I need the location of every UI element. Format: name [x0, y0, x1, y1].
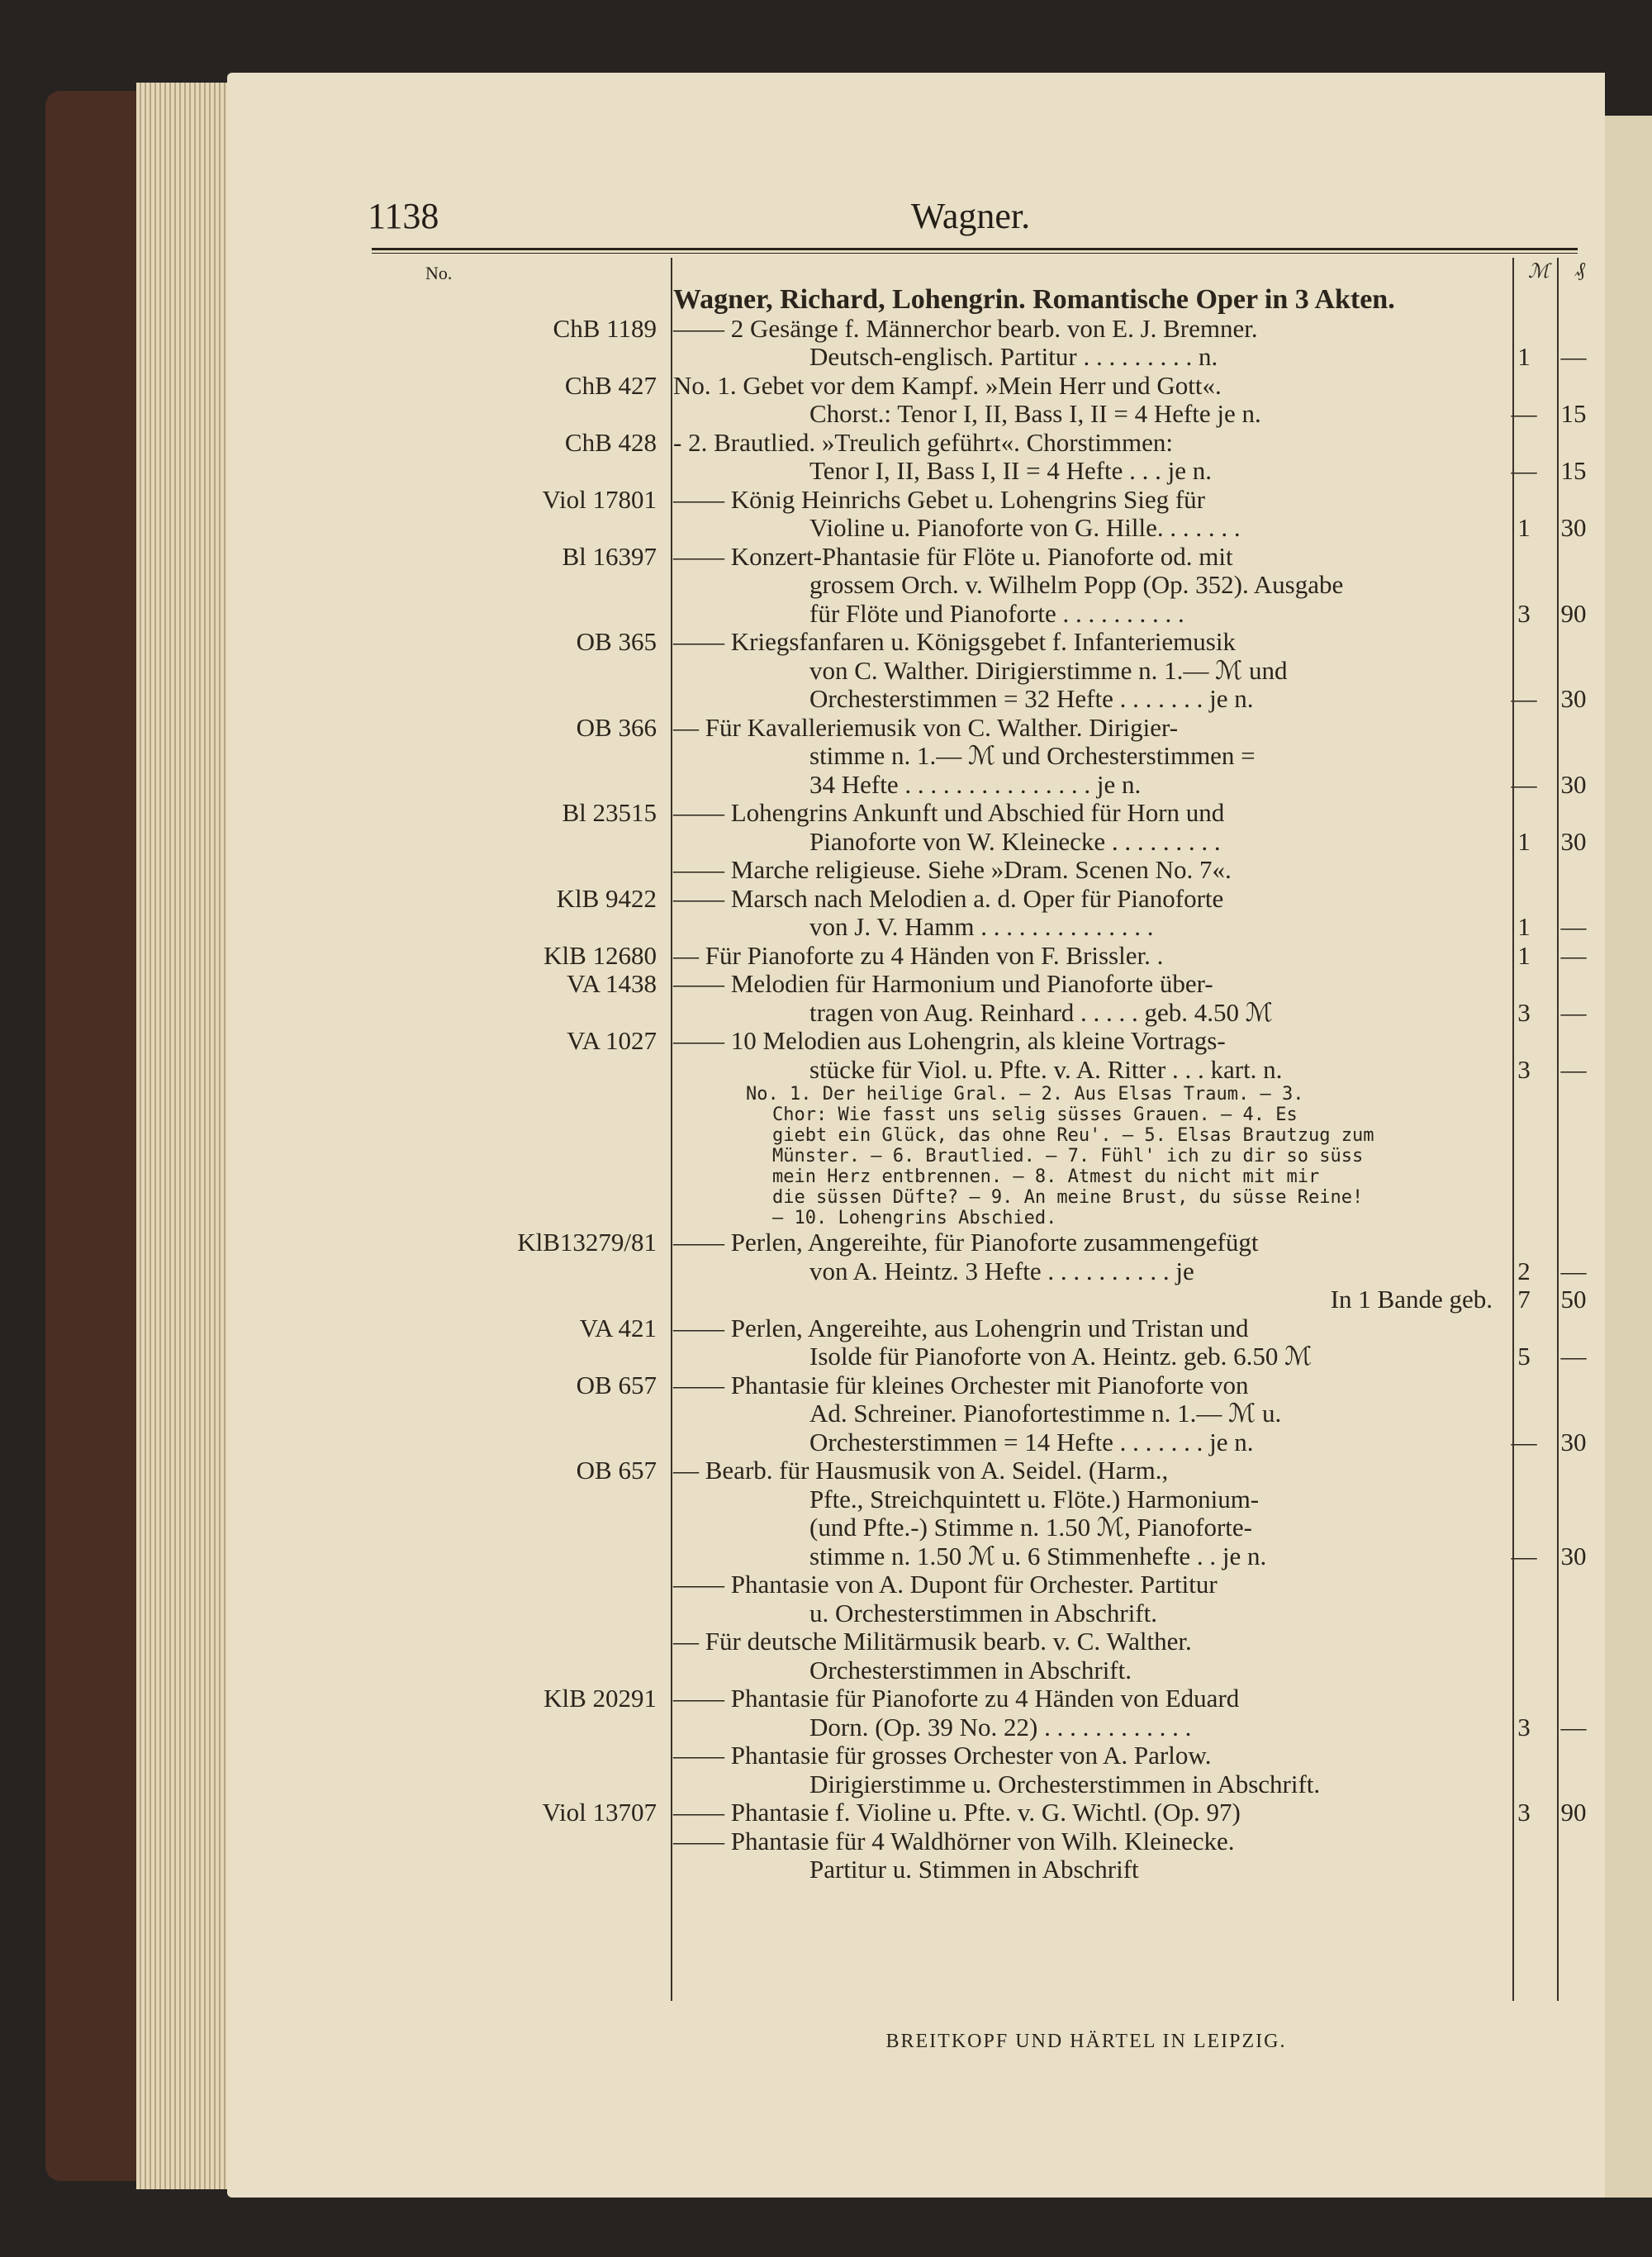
entry-description: [665, 885, 1499, 942]
catalog-number: VA 1438: [567, 969, 657, 998]
price-pfennig: 90: [1560, 598, 1587, 628]
catalog-entry: [368, 313, 1587, 372]
header-rule-thin: [372, 253, 1578, 254]
price-mark: 7: [1517, 1285, 1531, 1314]
entry-line: — Für Kavalleriemusik von C. Walther. Dirigier-: [673, 713, 1179, 742]
catalog-number: OB 657: [576, 1456, 657, 1485]
catalog-entry: [368, 1627, 1582, 1684]
entry-line: stimme n. 1.50 ℳ u. 6 Stimmenhefte . . je n.: [809, 1541, 1267, 1570]
column-header-no: No.: [425, 263, 453, 283]
entry-description: [665, 286, 1499, 315]
entry-line: Orchesterstimmen = 32 Hefte . . . . . . . je n.: [809, 684, 1254, 713]
page-number: 1138: [368, 196, 439, 236]
entry-description: [665, 1570, 1499, 1627]
entry-description: [665, 1627, 1499, 1684]
price-pfennig: —: [1560, 1256, 1587, 1285]
page-header: [368, 195, 1574, 253]
catalog-number: Bl 16397: [562, 541, 657, 571]
price-mark: [1499, 1627, 1549, 1656]
entry-description: [665, 856, 1499, 885]
catalog-entry: [368, 1313, 1587, 1371]
catalog-number: ChB 427: [564, 370, 657, 400]
column-divider-no: [671, 258, 672, 2001]
catalog-entry: [368, 940, 1587, 971]
entry-description: [665, 1684, 1499, 1741]
price-pfennig: 15: [1560, 456, 1587, 485]
price-mark: 3: [1517, 1054, 1531, 1084]
entry-line: —— Melodien für Harmonium und Pianoforte über-: [673, 970, 1213, 998]
entry-line: Chorst.: Tenor I, II, Bass I, II = 4 Hefte je n.: [809, 399, 1261, 428]
entry-line: von C. Walther. Dirigierstimme n. 1.— ℳ und: [809, 655, 1288, 685]
price-mark: 1: [1517, 513, 1531, 542]
catalog-entry: [368, 370, 1587, 429]
price-mark: 3: [1517, 598, 1531, 628]
entry-line: — Bearb. für Hausmusik von A. Seidel. (Harm.,: [673, 1456, 1169, 1485]
entry-line: Violine u. Pianoforte von G. Hille. . . . . . .: [809, 513, 1241, 542]
price-pfennig: [1549, 1627, 1598, 1656]
entry-description: [665, 799, 1499, 856]
price-pfennig: [1549, 1827, 1598, 1856]
entry-line: —— 2 Gesänge f. Männerchor bearb. von E. J. Bremner.: [673, 314, 1258, 343]
price-pfennig: [1549, 1741, 1598, 1770]
price-mark: 3: [1517, 1712, 1531, 1741]
price-pfennig: 30: [1560, 513, 1587, 542]
price-mark: 1: [1517, 912, 1531, 941]
entry-line: —— Marche religieuse. Siehe »Dram. Scenen No. 7«.: [673, 856, 1232, 884]
catalog-entry: [368, 798, 1587, 856]
price-pfennig: [1549, 1570, 1598, 1599]
entry-line: No. 1. Der heilige Gral. — 2. Aus Elsas Traum. — 3.: [746, 1084, 1304, 1105]
price-mark: —: [1511, 1541, 1537, 1570]
price-mark: —: [1511, 684, 1537, 713]
entry-line: No. 1. Gebet vor dem Kampf. »Mein Herr und Gott«.: [673, 371, 1222, 400]
entry-line: 34 Hefte . . . . . . . . . . . . . . . je n.: [809, 769, 1142, 799]
entry-line: —— Phantasie für kleines Orchester mit Pianoforte von: [673, 1371, 1249, 1399]
catalog-entry: [368, 1741, 1582, 1798]
entry-line: Pianoforte von W. Kleinecke . . . . . . . . .: [809, 826, 1221, 856]
catalog-table: [368, 258, 1587, 1884]
entry-description: [665, 315, 1499, 372]
price-mark: [1499, 1827, 1549, 1856]
price-mark: —: [1511, 399, 1537, 428]
entry-description: [665, 628, 1499, 714]
catalog-page: [227, 73, 1605, 2198]
price-mark: 1: [1517, 826, 1531, 856]
entry-description: [665, 1371, 1499, 1457]
price-mark: 2: [1517, 1256, 1531, 1285]
catalog-entry: [368, 969, 1587, 1027]
column-header-pf: ₰: [1575, 259, 1585, 281]
entry-line: Deutsch-englisch. Partitur . . . . . . . . . n.: [809, 342, 1218, 371]
entry-line: Dorn. (Op. 39 No. 22) . . . . . . . . . . . .: [809, 1712, 1192, 1741]
entry-line: von A. Heintz. 3 Hefte . . . . . . . . . . je: [809, 1256, 1194, 1285]
catalog-entry: [368, 1456, 1587, 1570]
entry-line: mein Herz entbrennen. — 8. Atmest du nicht mit mir: [772, 1167, 1320, 1187]
entry-line: —— Phantasie für Pianoforte zu 4 Händen von Eduard: [673, 1684, 1240, 1713]
catalog-number: KlB13279/81: [517, 1228, 657, 1257]
column-header-mark: ℳ: [1528, 261, 1550, 283]
catalog-number: KlB 12680: [544, 940, 657, 970]
entry-description: [665, 1798, 1499, 1827]
catalog-entry: [368, 1026, 1587, 1084]
price-pfennig: 30: [1560, 1541, 1587, 1570]
entry-line: stücke für Viol. u. Pfte. v. A. Ritter . . . kart. n.: [809, 1054, 1283, 1084]
entry-line: Orchesterstimmen = 14 Hefte . . . . . . . je n.: [809, 1427, 1254, 1456]
entry-description: [665, 486, 1499, 543]
entry-line: von J. V. Hamm . . . . . . . . . . . . . .: [809, 912, 1154, 941]
entry-description: [665, 429, 1499, 486]
entry-line: —— Perlen, Angereihte, aus Lohengrin und Tristan und: [673, 1314, 1249, 1342]
entry-line: —— Phantasie für grosses Orchester von A. Parlow.: [673, 1741, 1212, 1770]
entry-line: u. Orchesterstimmen in Abschrift.: [809, 1598, 1157, 1627]
catalog-entry: [368, 1570, 1582, 1627]
price-mark: —: [1511, 769, 1537, 799]
publisher-imprint: BREITKOPF UND HÄRTEL IN LEIPZIG.: [885, 2031, 1287, 2052]
price-pfennig: —: [1560, 997, 1587, 1027]
price-mark: 5: [1517, 1342, 1531, 1371]
entry-line: für Flöte und Pianoforte . . . . . . . . . .: [809, 598, 1184, 628]
entry-line: Dirigierstimme u. Orchesterstimmen in Abschrift.: [809, 1769, 1321, 1798]
catalog-entry: [368, 1684, 1587, 1741]
catalog-entry: [368, 427, 1587, 486]
entry-description: [665, 1456, 1499, 1570]
entry-description: [665, 1741, 1499, 1798]
entry-description: [665, 1314, 1499, 1371]
price-mark: 1: [1517, 940, 1531, 970]
catalog-number: Bl 23515: [562, 798, 657, 827]
price-pfennig: 30: [1560, 684, 1587, 713]
price-mark: —: [1511, 456, 1537, 485]
entry-line: —— Marsch nach Melodien a. d. Oper für Pianoforte: [673, 884, 1224, 913]
entry-line: —— Lohengrins Ankunft und Abschied für Horn und: [673, 799, 1225, 827]
catalog-number: ChB 1189: [553, 313, 657, 343]
entry-description: [665, 714, 1499, 800]
entry-line: Partitur u. Stimmen in Abschrift: [809, 1855, 1139, 1884]
catalog-entry: [368, 856, 1582, 885]
price-pfennig: —: [1560, 1342, 1587, 1371]
catalog-number: VA 421: [579, 1313, 657, 1342]
price-mark: —: [1511, 1427, 1537, 1456]
entry-line: (und Pfte.-) Stimme n. 1.50 ℳ, Pianoforte-: [809, 1513, 1252, 1542]
entry-line: — 10. Lohengrins Abschied.: [772, 1208, 1057, 1228]
entry-line: Ad. Schreiner. Pianofortestimme n. 1.— ℳ u.: [809, 1399, 1282, 1428]
entry-line: —— Perlen, Angereihte, für Pianoforte zusammengefügt: [673, 1228, 1259, 1257]
entry-description: [665, 372, 1499, 429]
entry-line: — Für Pianoforte zu 4 Händen von F. Brissler. .: [673, 941, 1164, 970]
price-pfennig: 90: [1560, 1798, 1587, 1827]
page-stack-edges: [136, 83, 235, 2189]
entry-line: grossem Orch. v. Wilhelm Popp (Op. 352). Ausgabe: [809, 570, 1344, 599]
price-pfennig: —: [1560, 912, 1587, 941]
catalog-entry: [368, 1827, 1582, 1884]
catalog-number: VA 1027: [567, 1026, 657, 1055]
entry-line: —— Phantasie für 4 Waldhörner von Wilh. Kleinecke.: [673, 1827, 1235, 1855]
catalog-entry: [368, 1084, 1582, 1228]
entry-line: giebt ein Glück, das ohne Reu'. — 5. Elsas Brautzug zum: [772, 1125, 1374, 1146]
catalog-entry: [368, 1798, 1587, 1827]
price-mark: [1499, 1570, 1549, 1599]
entry-description: [665, 1084, 1499, 1228]
entry-line: die süssen Düfte? — 9. An meine Brust, du süsse Reine!: [772, 1187, 1364, 1208]
entry-description: [665, 1285, 1499, 1314]
price-pfennig: 15: [1560, 399, 1587, 428]
entry-line: stimme n. 1.— ℳ und Orchesterstimmen =: [809, 741, 1256, 770]
catalog-number: OB 366: [576, 712, 657, 742]
entry-line: —— Phantasie f. Violine u. Pfte. v. G. Wichtl. (Op. 97): [673, 1798, 1241, 1827]
price-pfennig: —: [1560, 1054, 1587, 1084]
price-pfennig: 30: [1560, 1427, 1587, 1456]
entry-line: Wagner, Richard, Lohengrin. Romantische Oper in 3 Akten.: [673, 286, 1395, 315]
entry-description: [665, 1027, 1499, 1084]
catalog-entry: [368, 1285, 1587, 1314]
entry-line: Isolde für Pianoforte von A. Heintz. geb. 6.50 ℳ: [809, 1342, 1313, 1371]
entry-line: — Für deutsche Militärmusik bearb. v. C. Walther.: [673, 1627, 1192, 1656]
catalog-number: KlB 9422: [556, 883, 657, 913]
table-header: [368, 258, 1585, 286]
header-rule: [372, 248, 1578, 250]
entry-description: [665, 970, 1499, 1027]
price-mark: 3: [1517, 997, 1531, 1027]
entry-line: - 2. Brautlied. »Treulich geführt«. Chorstimmen:: [673, 428, 1173, 457]
catalog-number: OB 657: [576, 1370, 657, 1399]
price-pfennig: —: [1560, 342, 1587, 371]
entry-line: tragen von Aug. Reinhard . . . . . geb. 4.50 ℳ: [809, 997, 1273, 1027]
catalog-entry: [368, 484, 1587, 543]
entry-description: [665, 942, 1499, 971]
entry-line: In 1 Bande geb.: [1330, 1285, 1493, 1314]
price-mark: [1499, 1741, 1549, 1770]
catalog-number: Viol 13707: [542, 1798, 657, 1827]
catalog-entry: [368, 712, 1587, 800]
entry-line: Tenor I, II, Bass I, II = 4 Hefte . . . je n.: [809, 456, 1213, 485]
price-mark: 3: [1517, 1798, 1531, 1827]
entry-line: —— 10 Melodien aus Lohengrin, als kleine Vortrags-: [673, 1027, 1226, 1055]
entry-description: [665, 1827, 1499, 1884]
column-divider-pf: [1557, 258, 1559, 2001]
entry-line: —— Konzert-Phantasie für Flöte u. Pianoforte od. mit: [673, 542, 1233, 571]
catalog-number: ChB 428: [564, 427, 657, 457]
entry-list: [368, 286, 1587, 1884]
price-pfennig: 30: [1560, 769, 1587, 799]
price-mark: 1: [1517, 342, 1531, 371]
entry-line: —— Phantasie von A. Dupont für Orchester. Partitur: [673, 1570, 1218, 1599]
price-pfennig: —: [1560, 1712, 1587, 1741]
catalog-number: OB 365: [576, 627, 657, 656]
entry-line: Orchesterstimmen in Abschrift.: [809, 1655, 1132, 1684]
price-pfennig: 30: [1560, 826, 1587, 856]
entry-line: Pfte., Streichquintett u. Flöte.) Harmonium-: [809, 1484, 1260, 1513]
catalog-entry: [368, 627, 1587, 714]
entry-line: Chor: Wie fasst uns selig süsses Grauen. — 4. Es: [772, 1105, 1298, 1125]
entry-description: [665, 1228, 1499, 1285]
catalog-entry: [368, 883, 1587, 942]
catalog-number: Viol 17801: [542, 484, 657, 514]
catalog-entry: [368, 541, 1587, 629]
entry-line: —— Kriegsfanfaren u. Königsgebet f. Infanteriemusik: [673, 628, 1236, 656]
price-pfennig: 50: [1560, 1285, 1587, 1314]
catalog-number: KlB 20291: [544, 1684, 657, 1713]
entry-line: —— König Heinrichs Gebet u. Lohengrins Sieg für: [673, 485, 1205, 514]
column-divider-mark: [1512, 258, 1514, 2001]
catalog-entry: [368, 286, 1582, 315]
price-pfennig: —: [1560, 940, 1587, 970]
catalog-entry: [368, 1370, 1587, 1457]
catalog-entry: [368, 1228, 1587, 1285]
running-head: Wagner.: [910, 196, 1031, 236]
entry-description: [665, 543, 1499, 629]
entry-line: Münster. — 6. Brautlied. — 7. Fühl' ich zu dir so süss: [772, 1146, 1364, 1167]
